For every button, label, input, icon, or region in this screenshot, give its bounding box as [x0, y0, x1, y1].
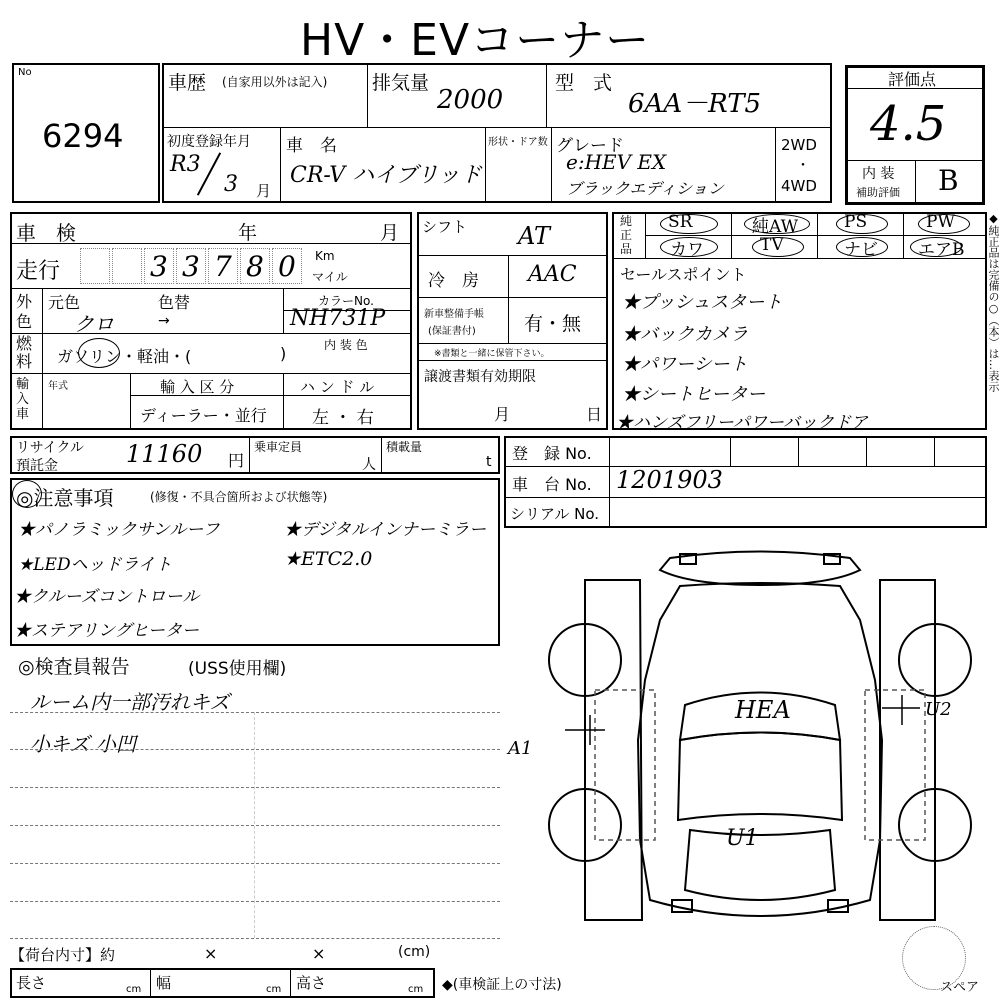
manual-value: 有・無	[524, 313, 582, 335]
recycle-unit: 円	[228, 451, 245, 470]
ac-value: AAC	[528, 262, 577, 287]
recycle-value: 11160	[126, 440, 203, 468]
circle-ps	[836, 214, 888, 234]
interior-label: 内 装	[862, 166, 895, 182]
genuine-item-navi: ナビ	[844, 240, 878, 260]
model-label: 型 式	[555, 72, 613, 94]
cargo-unit: (cm)	[398, 944, 431, 960]
grade-line2: ブラックエディション	[566, 179, 724, 198]
notes-sub: (修復・不具合箇所および状態等)	[150, 490, 328, 504]
genuine-item-sr: SR	[668, 212, 693, 232]
circle-airbag	[910, 237, 962, 257]
notes-item-1: ★パノラミックサンルーフ	[18, 520, 220, 540]
notes-title: ◎注意事項	[16, 486, 114, 510]
shift-value: AT	[518, 222, 551, 250]
displacement-label: 排気量	[372, 72, 430, 94]
first-reg-month: 3	[224, 172, 238, 197]
interior-sub: 補助評価	[856, 186, 900, 199]
import-year-label: 年式	[48, 381, 68, 392]
cargo-width-cm: cm	[266, 984, 282, 995]
car-name-label: 車 名	[286, 136, 337, 156]
serial-label: シリアル No.	[510, 505, 600, 523]
mileage-label: 走行	[16, 259, 61, 284]
cargo-note: ◆(車検証上の寸法)	[442, 977, 562, 993]
grade-line1: e:HEV EX	[566, 150, 667, 174]
handle-value: 左 ・ 右	[312, 408, 374, 428]
notes-item-3: ★LEDヘッドライト	[18, 555, 173, 575]
cargo-height-cm: cm	[408, 984, 424, 995]
genuine-item-aw: 純AW	[752, 217, 799, 237]
sales-point-5: ★ハンズフリーパワーバックドア	[616, 413, 868, 433]
lot-label: No	[18, 67, 32, 78]
exterior-label: 外色	[16, 292, 33, 331]
fuel-label: 燃料	[16, 334, 33, 371]
genuine-item-airbag: エアB	[918, 240, 965, 260]
notes-item-4: ★ETC2.0	[284, 548, 373, 570]
score-value: 4.5	[870, 96, 947, 152]
first-reg-label: 初度登録年月	[167, 134, 251, 150]
mileage-unit-mile: マイル	[312, 270, 348, 284]
transfer-day: 日	[586, 405, 603, 424]
circle-navi	[836, 237, 888, 257]
inspector-line1: ルーム内一部汚れキズ	[30, 690, 230, 714]
manual-label1: 新車整備手帳	[424, 309, 484, 320]
inspector-sub: (USS使用欄)	[188, 659, 287, 679]
genuine-label: 純正品	[620, 214, 633, 256]
history-note: (自家用以外は記入)	[222, 75, 328, 89]
cargo-width: 幅	[156, 974, 172, 992]
capacity-unit: 人	[362, 457, 376, 473]
fuel-close: )	[280, 344, 287, 363]
cargo-height: 高さ	[296, 974, 327, 992]
notes-item-6: ★ステアリングヒーター	[14, 621, 199, 641]
exterior-arrow: →	[158, 313, 170, 329]
drive-4wd: 4WD	[781, 177, 817, 195]
handle-label: ハ ン ド ル	[300, 378, 375, 396]
manual-label2: (保証書付)	[428, 326, 476, 337]
cargo-label: 【荷台内寸】約	[10, 946, 116, 964]
page-title: HV・EVコーナー	[300, 15, 651, 66]
cargo-x2: ×	[312, 944, 326, 963]
exterior-change-label: 色替	[158, 293, 191, 312]
mark-a1: A1	[508, 738, 533, 759]
genuine-item-pw: PW	[926, 212, 955, 232]
grade-label: グレード	[556, 136, 624, 156]
inspection-month: 月	[380, 222, 400, 244]
displacement-value: 2000	[437, 85, 504, 115]
shape-label: 形状・ドア数	[488, 137, 548, 148]
circle-pw	[918, 214, 970, 234]
genuine-item-tv: TV	[760, 235, 784, 255]
first-reg-month-unit: 月	[256, 182, 272, 200]
mileage-digit-4: 8	[246, 250, 264, 283]
circle-aw	[744, 214, 810, 234]
fuel-gasoline-circle	[78, 338, 120, 368]
mileage-digit-2: 3	[182, 250, 200, 283]
mileage-digit-3: 7	[214, 250, 232, 283]
car-name-value: CR-V ハイブリッド	[290, 163, 482, 188]
mark-u1: U1	[726, 826, 759, 851]
circle-sr	[660, 214, 718, 234]
interior-color-label: 内 装 色	[324, 338, 368, 352]
notes-item-2: ★デジタルインナーミラー	[284, 520, 487, 540]
model-value: 6AA－RT5	[628, 89, 762, 119]
recycle-label1: リサイクル	[16, 440, 85, 456]
ac-label: 冷 房	[428, 271, 479, 291]
exterior-orig: クロ	[74, 312, 114, 336]
recycle-label2: 預託金	[16, 458, 58, 474]
spare-label: スペア	[940, 980, 980, 995]
lot-number: 6294	[42, 117, 124, 155]
car-diagram	[508, 540, 990, 950]
transfer-label: 譲渡書類有効期限	[424, 369, 536, 385]
load-label: 積載量	[386, 440, 423, 454]
first-reg-year: R3	[170, 152, 201, 177]
inspector-divider	[254, 712, 255, 938]
mileage-digit-1: 3	[150, 250, 168, 283]
sales-point-1: ★プッシュスタート	[622, 292, 783, 313]
sales-points-label: セールスポイント	[620, 265, 747, 284]
notes-title-circle	[12, 480, 42, 508]
load-unit: t	[486, 454, 492, 470]
sales-point-4: ★シートヒーター	[622, 384, 766, 405]
chassis-label: 車 台 No.	[512, 475, 592, 494]
genuine-item-kawa: カワ	[670, 240, 704, 260]
cargo-x1: ×	[204, 944, 218, 963]
fuel-options: ガソリン・軽油・(	[57, 347, 192, 366]
cargo-length: 長さ	[16, 974, 47, 992]
import-div-label: 輸 入 区 分	[160, 378, 235, 396]
manual-note: ※書類と一緒に保管下さい。	[434, 349, 550, 359]
drive-2wd: 2WD	[781, 136, 817, 154]
inspection-year: 年	[238, 222, 258, 244]
cargo-grid	[10, 968, 435, 998]
notes-item-5: ★クルーズコントロール	[14, 587, 200, 607]
circle-kawa	[660, 237, 718, 257]
mark-hea: HEA	[735, 696, 791, 724]
drive-sep: ・	[796, 158, 810, 174]
lot-box	[12, 63, 160, 203]
transfer-month: 月	[494, 405, 511, 424]
interior-value: B	[938, 164, 959, 197]
sales-point-2: ★バックカメラ	[622, 324, 748, 345]
color-no-value: NH731P	[290, 306, 386, 331]
inspection-label: 車 検	[16, 221, 76, 245]
registration-label: 登 録 No.	[512, 444, 592, 463]
score-label: 評価点	[888, 70, 937, 89]
mileage-digit-5: 0	[278, 250, 296, 283]
capacity-label: 乗車定員	[254, 440, 303, 454]
import-label: 輸入車	[16, 377, 30, 422]
genuine-item-ps: PS	[844, 212, 868, 232]
exterior-orig-label: 元色	[48, 293, 81, 312]
inspector-line2: 小キズ 小凹	[30, 732, 136, 756]
import-div-value: ディーラー・並行	[140, 406, 267, 425]
cargo-length-cm: cm	[126, 984, 142, 995]
inspector-title: ◎検査員報告	[18, 656, 130, 678]
color-no-label: カラーNo.	[318, 294, 374, 308]
circle-tv	[752, 237, 804, 257]
sales-point-3: ★パワーシート	[622, 354, 748, 375]
side-note: ◆純正品は完備の○（本）は…表示	[987, 212, 1000, 392]
mileage-unit-km: Km	[315, 249, 335, 263]
shift-label: シフト	[422, 218, 468, 236]
chassis-value: 1201903	[616, 466, 723, 494]
history-label: 車歴	[168, 72, 207, 94]
mark-u2: U2	[925, 699, 952, 720]
